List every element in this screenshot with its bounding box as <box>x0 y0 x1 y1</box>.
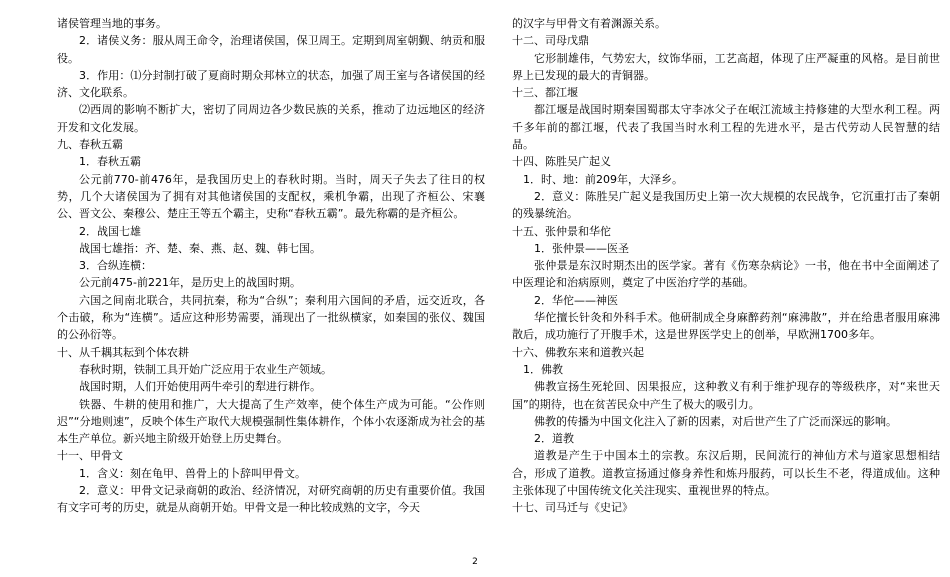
paragraph: 公元前475-前221年，是历史上的战国时期。 <box>79 276 301 290</box>
paragraph: 1．春秋五霸 <box>79 155 141 169</box>
paragraph: 2．战国七雄 <box>79 224 141 238</box>
paragraph: 道教是产生于中国本土的宗教。东汉后期，民间流行的神仙方术与道家思想相结合，形成了道教。道教宣扬通过修身养性和炼丹服药，可以长生不老，得道成仙。这种主张体现了中国传统文化关注现实、重视世界的特点。 <box>512 449 940 498</box>
section-heading-or-text: 十一、甲骨文 <box>57 449 123 463</box>
paragraph: ⑵西周的影响不断扩大，密切了同周边各少数民族的关系，推动了边远地区的经济开发和文化发展。 <box>57 103 485 134</box>
paragraph: 张仲景是东汉时期杰出的医学家。著有《伤寒杂病论》一书，他在书中全面阐述了中医理论和治病原则，奠定了中医治疗学的基础。 <box>512 259 940 290</box>
paragraph: 3．作用：⑴分封制打破了夏商时期众邦林立的状态，加强了周王室与各诸侯国的经济、文化联系。 <box>57 68 485 100</box>
paragraph: 春秋时期，铁制工具开始广泛应用于农业生产领域。 <box>79 362 332 376</box>
paragraph: 公元前770-前476年，是我国历史上的春秋时期。当时，周天子失去了往日的权势，几个大诸侯国为了拥有对其他诸侯国的支配权，乘机争霸，出现了齐桓公、宋襄公、晋文公、秦穆公、楚庄王等五个霸主，史称“春秋五霸”。最先称霸的是齐桓公。 <box>57 172 485 221</box>
section-heading-or-text: 的汉字与甲骨文有着渊源关系。 <box>512 17 666 30</box>
paragraph: 1．张仲景——医圣 <box>534 241 629 255</box>
paragraph: 它形制雄伟，气势宏大，纹饰华丽，工艺高超，体现了庄严凝重的风格。是目前世界上已发现的最大的青铜器。 <box>512 51 940 82</box>
paragraph: 佛教的传播为中国文化注入了新的因素，对后世产生了广泛而深远的影响。 <box>534 414 897 428</box>
paragraph: 2．意义：陈胜吴广起义是我国历史上第一次大规模的农民战争，它沉重打击了秦朝的残暴统治。 <box>512 189 940 221</box>
paragraph: 战国时期，人们开始使用两牛牵引的犁进行耕作。 <box>79 380 321 394</box>
paragraph: 佛教宣扬生死轮回、因果报应，这种教义有利于维护现存的等级秩序，对“来世天国”的期待，也在贫苦民众中产生了极大的吸引力。 <box>512 380 940 411</box>
paragraph: 2．道教 <box>534 432 574 446</box>
section-heading-or-text: 十三、都江堰 <box>512 86 578 100</box>
paragraph: 1．含义：刻在龟甲、兽骨上的卜辞叫甲骨文。 <box>79 466 306 480</box>
paragraph: 2．诸侯义务：服从周王命令，治理诸侯国，保卫周王。定期到周室朝觐、纳贡和服役。 <box>57 34 485 65</box>
paragraph: 2．华佗——神医 <box>534 293 618 307</box>
section-heading-or-text: 十七、司马迁与《史记》 <box>512 501 633 515</box>
section-heading-or-text: 十二、司母戊鼎 <box>512 34 589 48</box>
section-heading-or-text: 十四、陈胜吴广起义 <box>512 155 611 169</box>
section-heading-or-text: 九、春秋五霸 <box>57 138 123 152</box>
paragraph: 铁器、牛耕的使用和推广，大大提高了生产效率，使个体生产成为可能。“公作则迟”“分地则速”，反映个体生产取代大规模强制性集体耕作，个体小农逐渐成为社会的基本生产单位。新兴地主阶级开始登上历史舞台。 <box>57 397 485 446</box>
section-heading-or-text: 十五、张仲景和华佗 <box>512 224 611 238</box>
section-heading-or-text: 十、从千耦其耘到个体农耕 <box>57 345 189 359</box>
paragraph: 1．时、地：前209年，大泽乡。 <box>523 172 683 186</box>
paragraph: 3．合纵连横： <box>79 259 152 273</box>
left-column <box>57 15 485 517</box>
paragraph: 六国之间南北联合，共同抗秦，称为“合纵”；秦利用六国间的矛盾，远交近攻，各个击破，称为“连横”。适应这种形势需要，涌现出了一批纵横家，如秦国的张仪、魏国的公孙衍等。 <box>57 293 485 342</box>
paragraph: 1．佛教 <box>523 362 563 376</box>
right-column <box>512 15 940 517</box>
paragraph: 战国七雄指：齐、楚、秦、燕、赵、魏、韩七国。 <box>79 241 321 255</box>
section-heading-or-text: 十六、佛教东来和道教兴起 <box>512 345 644 359</box>
page-number: 2 <box>472 557 478 567</box>
paragraph: 华佗擅长针灸和外科手术。他研制成全身麻醉药剂“麻沸散”，并在给患者服用麻沸散后，成功施行了开腹手术，这是世界医学史上的创举，早欧洲1700多年。 <box>512 311 940 342</box>
paragraph: 都江堰是战国时期秦国蜀郡太守李冰父子在岷江流域主持修建的大型水利工程。两千多年前的都江堰，代表了我国当时水利工程的先进水平，是古代劳动人民智慧的结晶。 <box>512 103 940 152</box>
section-heading-or-text: 诸侯管理当地的事务。 <box>57 17 167 30</box>
paragraph: 2．意义：甲骨文记录商朝的政治、经济情况，对研究商朝的历史有重要价值。我国有文字可考的历史，就是从商朝开始。甲骨文是一种比较成熟的文字，今天 <box>57 484 485 515</box>
